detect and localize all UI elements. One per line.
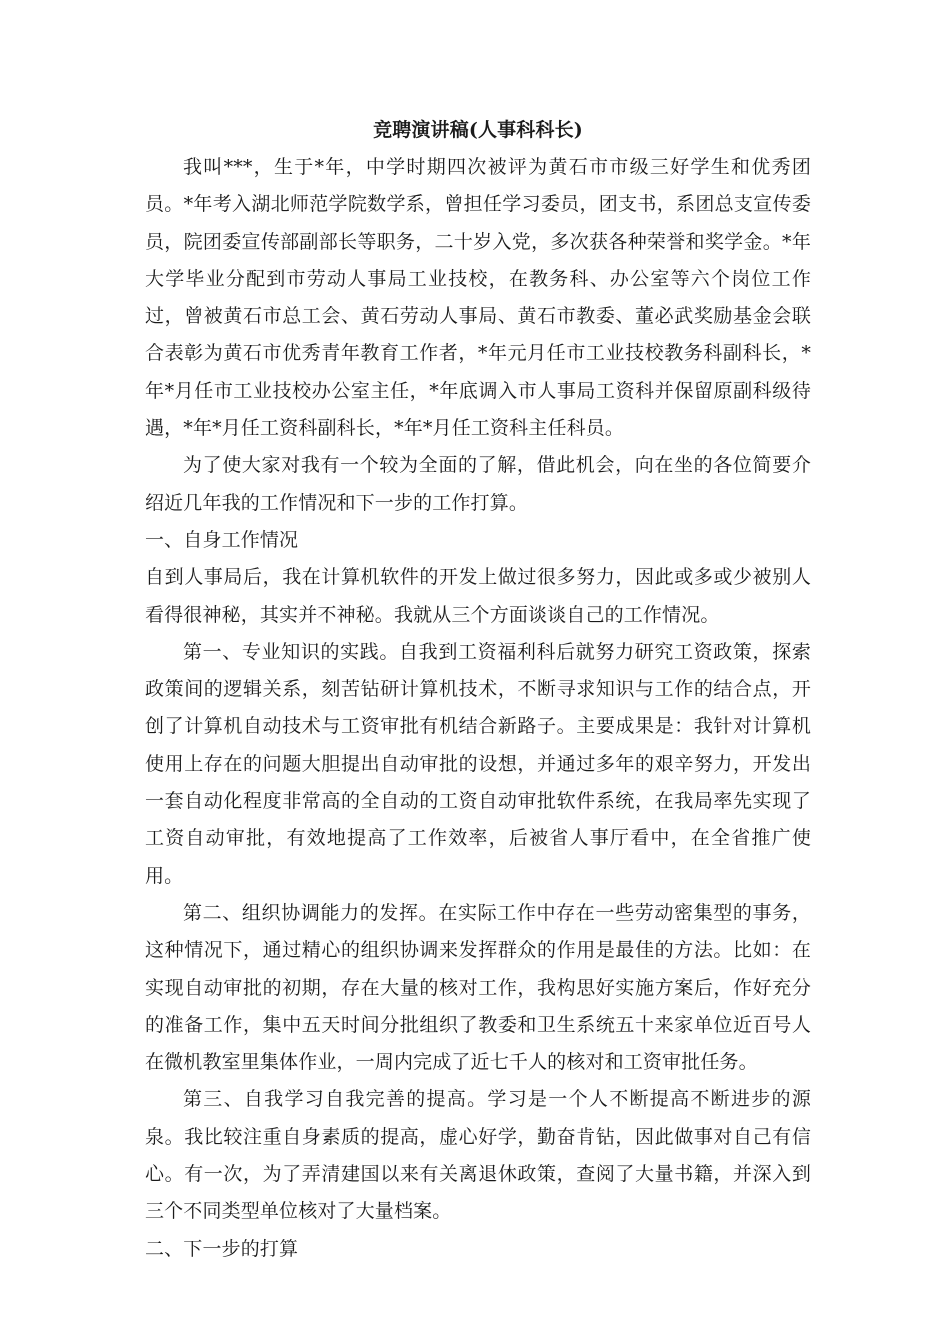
paragraph-work-overview: 自到人事局后，我在计算机软件的开发上做过很多努力，因此或多或少被别人看得很神秘，其实并不神秘。我就从三个方面谈谈自己的工作情况。: [145, 566, 811, 626]
paragraph-organizational-ability: 第二、组织协调能力的发挥。在实际工作中存在一些劳动密集型的事务，这种情况下，通过精心的组织协调来发挥群众的作用是最佳的方法。比如：在实现自动审批的初期，存在大量的核对工作，我构思好实施方案后，作好充分的准备工作，集中五天时间分批组织了教委和卫生系统五十来家单位近百号人在微机教室里集体作业，一周内完成了近七千人的核对和工资审批任务。: [145, 901, 811, 1074]
paragraph-self-learning: 第三、自我学习自我完善的提高。学习是一个人不断提高不断进步的源泉。我比较注重自身素质的提高，虚心好学，勤奋肯钻，因此做事对自己有信心。有一次，为了弄清建国以来有关离退休政策，查阅了大量书籍，并深入到三个不同类型单位核对了大量档案。: [145, 1088, 811, 1223]
document-title: 竞聘演讲稿(人事科科长): [373, 119, 583, 141]
paragraph-professional-knowledge: 第一、专业知识的实践。自我到工资福利科后就努力研究工资政策，探索政策间的逻辑关系，刻苦钻研计算机技术，不断寻求知识与工作的结合点，开创了计算机自动技术与工资审批有机结合新路子。主要成果是：我针对计算机使用上存在的问题大胆提出自动审批的设想，并通过多年的艰辛努力，开发出一套自动化程度非常高的全自动的工资自动审批软件系统，在我局率先实现了工资自动审批，有效地提高了工作效率，后被省人事厅看中，在全省推广使用。: [145, 640, 811, 887]
paragraph-self-introduction: 我叫***，生于*年，中学时期四次被评为黄石市市级三好学生和优秀团员。*年考入湖北师范学院数学系，曾担任学习委员，团支书，系团总支宣传委员，院团委宣传部副部长等职务，二十岁入党，多次获各种荣誉和奖学金。*年大学毕业分配到市劳动人事局工业技校，在教务科、办公室等六个岗位工作过，曾被黄石市总工会、黄石劳动人事局、黄石市教委、董必武奖励基金会联合表彰为黄石市优秀青年教育工作者，*年元月任市工业技校教务科副科长，*年*月任市工业技校办公室主任，*年底调入市人事局工资科并保留原副科级待遇，*年*月任工资科副科长，*年*月任工资科主任科员。: [145, 156, 811, 440]
section-heading-next-plan: 二、下一步的打算: [145, 1237, 299, 1260]
paragraph-purpose: 为了使大家对我有一个较为全面的了解，借此机会，向在坐的各位简要介绍近几年我的工作情况和下一步的工作打算。: [145, 454, 811, 514]
section-heading-work-situation: 一、自身工作情况: [145, 528, 299, 551]
document-body: [145, 112, 811, 1268]
